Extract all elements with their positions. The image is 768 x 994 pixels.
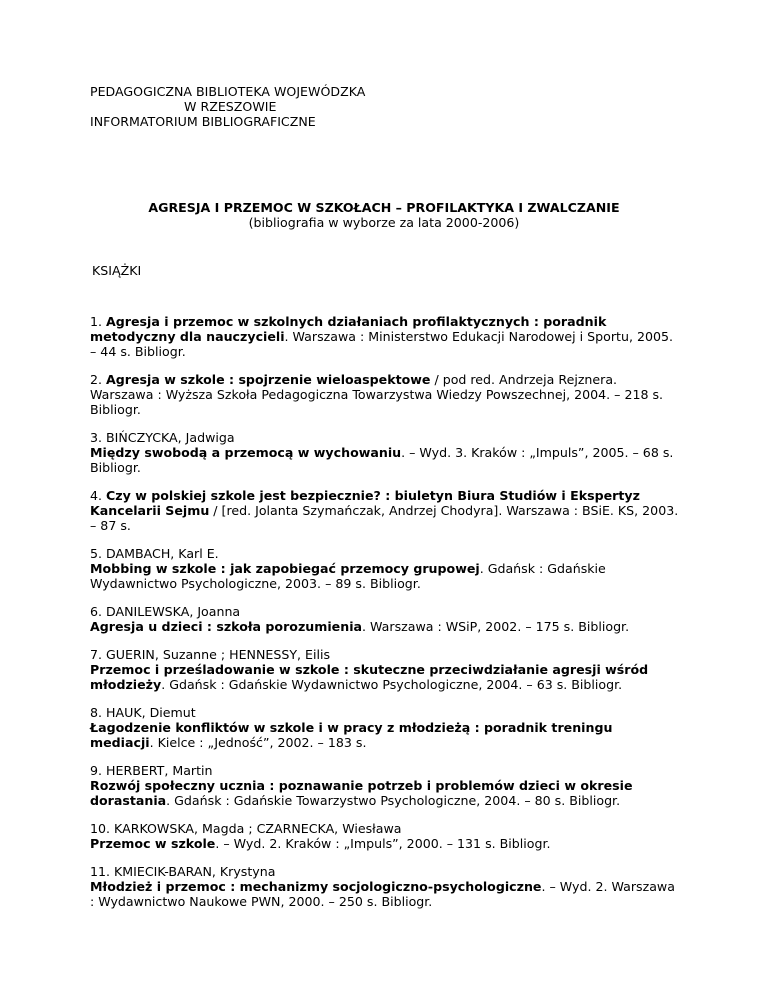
entry-details: . Kielce : „Jedność”, 2002. – 183 s. <box>149 735 367 750</box>
entry-title: Łagodzenie konfliktów w szkole i w pracy z młodzieżą : poradnik treningu mediacji <box>90 720 613 750</box>
bibliography-entry <box>90 864 680 909</box>
bibliography-entry <box>90 705 680 750</box>
entry-number: 6. <box>90 604 107 619</box>
entry-title: Przemoc i prześladowanie w szkole : skuteczne przeciwdziałanie agresji wśród młodzieży <box>90 662 649 692</box>
entry-title: Rozwój społeczny ucznia : poznawanie potrzeb i problemów dzieci w okresie dorastania <box>90 778 633 808</box>
library-header <box>90 84 365 129</box>
entry-title: Agresja i przemoc w szkolnych działaniach profilaktycznych : poradnik metodyczny dla nauczycieli <box>90 314 607 344</box>
entry-author: HERBERT, Martin <box>106 763 213 778</box>
title-block <box>0 200 768 230</box>
header-line-2: W RZESZOWIE <box>184 99 277 114</box>
entry-title: Czy w polskiej szkole jest bezpiecznie? : biuletyn Biura Studiów i Ekspertyz Kancelarii Sejmu <box>90 488 640 518</box>
entry-number: 11. <box>90 864 115 879</box>
bibliography-list <box>90 314 680 922</box>
entry-title: Młodzież i przemoc : mechanizmy socjologiczno-psychologiczne <box>90 879 542 894</box>
section-heading: KSIĄŻKI <box>92 263 142 278</box>
entry-details: . Gdańsk : Gdańskie Towarzystwo Psychologiczne, 2004. – 80 s. Bibliogr. <box>166 793 621 808</box>
entry-author: DANILEWSKA, Joanna <box>106 604 241 619</box>
entry-details: . – Wyd. 2. Kraków : „Impuls”, 2000. – 131 s. Bibliogr. <box>215 836 551 851</box>
entry-number: 7. <box>90 647 107 662</box>
bibliography-entry <box>90 546 680 591</box>
entry-details: . Gdańsk : Gdańskie Wydawnictwo Psychologiczne, 2003. – 89 s. Bibliogr. <box>90 561 606 591</box>
entry-number: 2. <box>90 372 107 387</box>
entry-details: / pod red. Andrzeja Rejznera. Warszawa : Wyższa Szkoła Pedagogiczna Towarzystwa Wiedzy Powszechnej, 2004. – 218 s. Bibliogr. <box>90 372 664 417</box>
bibliography-entry <box>90 821 680 851</box>
entry-details: . Warszawa : WSiP, 2002. – 175 s. Bibliogr. <box>362 619 630 634</box>
document-subtitle: (bibliografia w wyborze za lata 2000-2006) <box>248 215 520 230</box>
entry-title: Agresja u dzieci : szkoła porozumienia <box>90 619 363 634</box>
entry-details: . – Wyd. 2. Warszawa : Wydawnictwo Naukowe PWN, 2000. – 250 s. Bibliogr. <box>90 879 675 909</box>
entry-number: 4. <box>90 488 107 503</box>
bibliography-entry <box>90 430 680 475</box>
entry-author: GUERIN, Suzanne ; HENNESSY, Eilis <box>106 647 331 662</box>
bibliography-entry <box>90 488 680 533</box>
entry-details: . – Wyd. 3. Kraków : „Impuls”, 2005. – 68 s. Bibliogr. <box>90 445 674 475</box>
bibliography-entry <box>90 604 680 634</box>
entry-details: . Warszawa : Ministerstwo Edukacji Narodowej i Sportu, 2005. – 44 s. Bibliogr. <box>90 329 674 359</box>
header-line-1: PEDAGOGICZNA BIBLIOTEKA WOJEWÓDZKA <box>90 84 366 99</box>
entry-author: KARKOWSKA, Magda ; CZARNECKA, Wiesława <box>114 821 402 836</box>
bibliography-entry <box>90 314 680 359</box>
entry-author: BIŃCZYCKA, Jadwiga <box>106 430 235 445</box>
entry-number: 9. <box>90 763 107 778</box>
entry-number: 5. <box>90 546 107 561</box>
entry-title: Przemoc w szkole <box>90 836 216 851</box>
bibliography-entry <box>90 647 680 692</box>
document-title: AGRESJA I PRZEMOC W SZKOŁACH – PROFILAKTYKA I ZWALCZANIE <box>148 200 620 215</box>
entry-number: 10. <box>90 821 115 836</box>
entry-details: / [red. Jolanta Szymańczak, Andrzej Chodyra]. Warszawa : BSiE. KS, 2003. – 87 s. <box>90 503 679 533</box>
entry-title: Agresja w szkole : spojrzenie wieloaspektowe <box>106 372 431 387</box>
entry-number: 1. <box>90 314 107 329</box>
entry-title: Między swobodą a przemocą w wychowaniu <box>90 445 402 460</box>
entry-number: 3. <box>90 430 107 445</box>
entry-number: 8. <box>90 705 107 720</box>
entry-title: Mobbing w szkole : jak zapobiegać przemocy grupowej <box>90 561 480 576</box>
bibliography-entry <box>90 763 680 808</box>
entry-author: HAUK, Diemut <box>106 705 196 720</box>
entry-author: DAMBACH, Karl E. <box>106 546 219 561</box>
bibliography-entry <box>90 372 680 417</box>
entry-author: KMIECIK-BARAN, Krystyna <box>114 864 276 879</box>
header-line-3: INFORMATORIUM BIBLIOGRAFICZNE <box>90 114 316 129</box>
entry-details: . Gdańsk : Gdańskie Wydawnictwo Psychologiczne, 2004. – 63 s. Bibliogr. <box>161 677 623 692</box>
